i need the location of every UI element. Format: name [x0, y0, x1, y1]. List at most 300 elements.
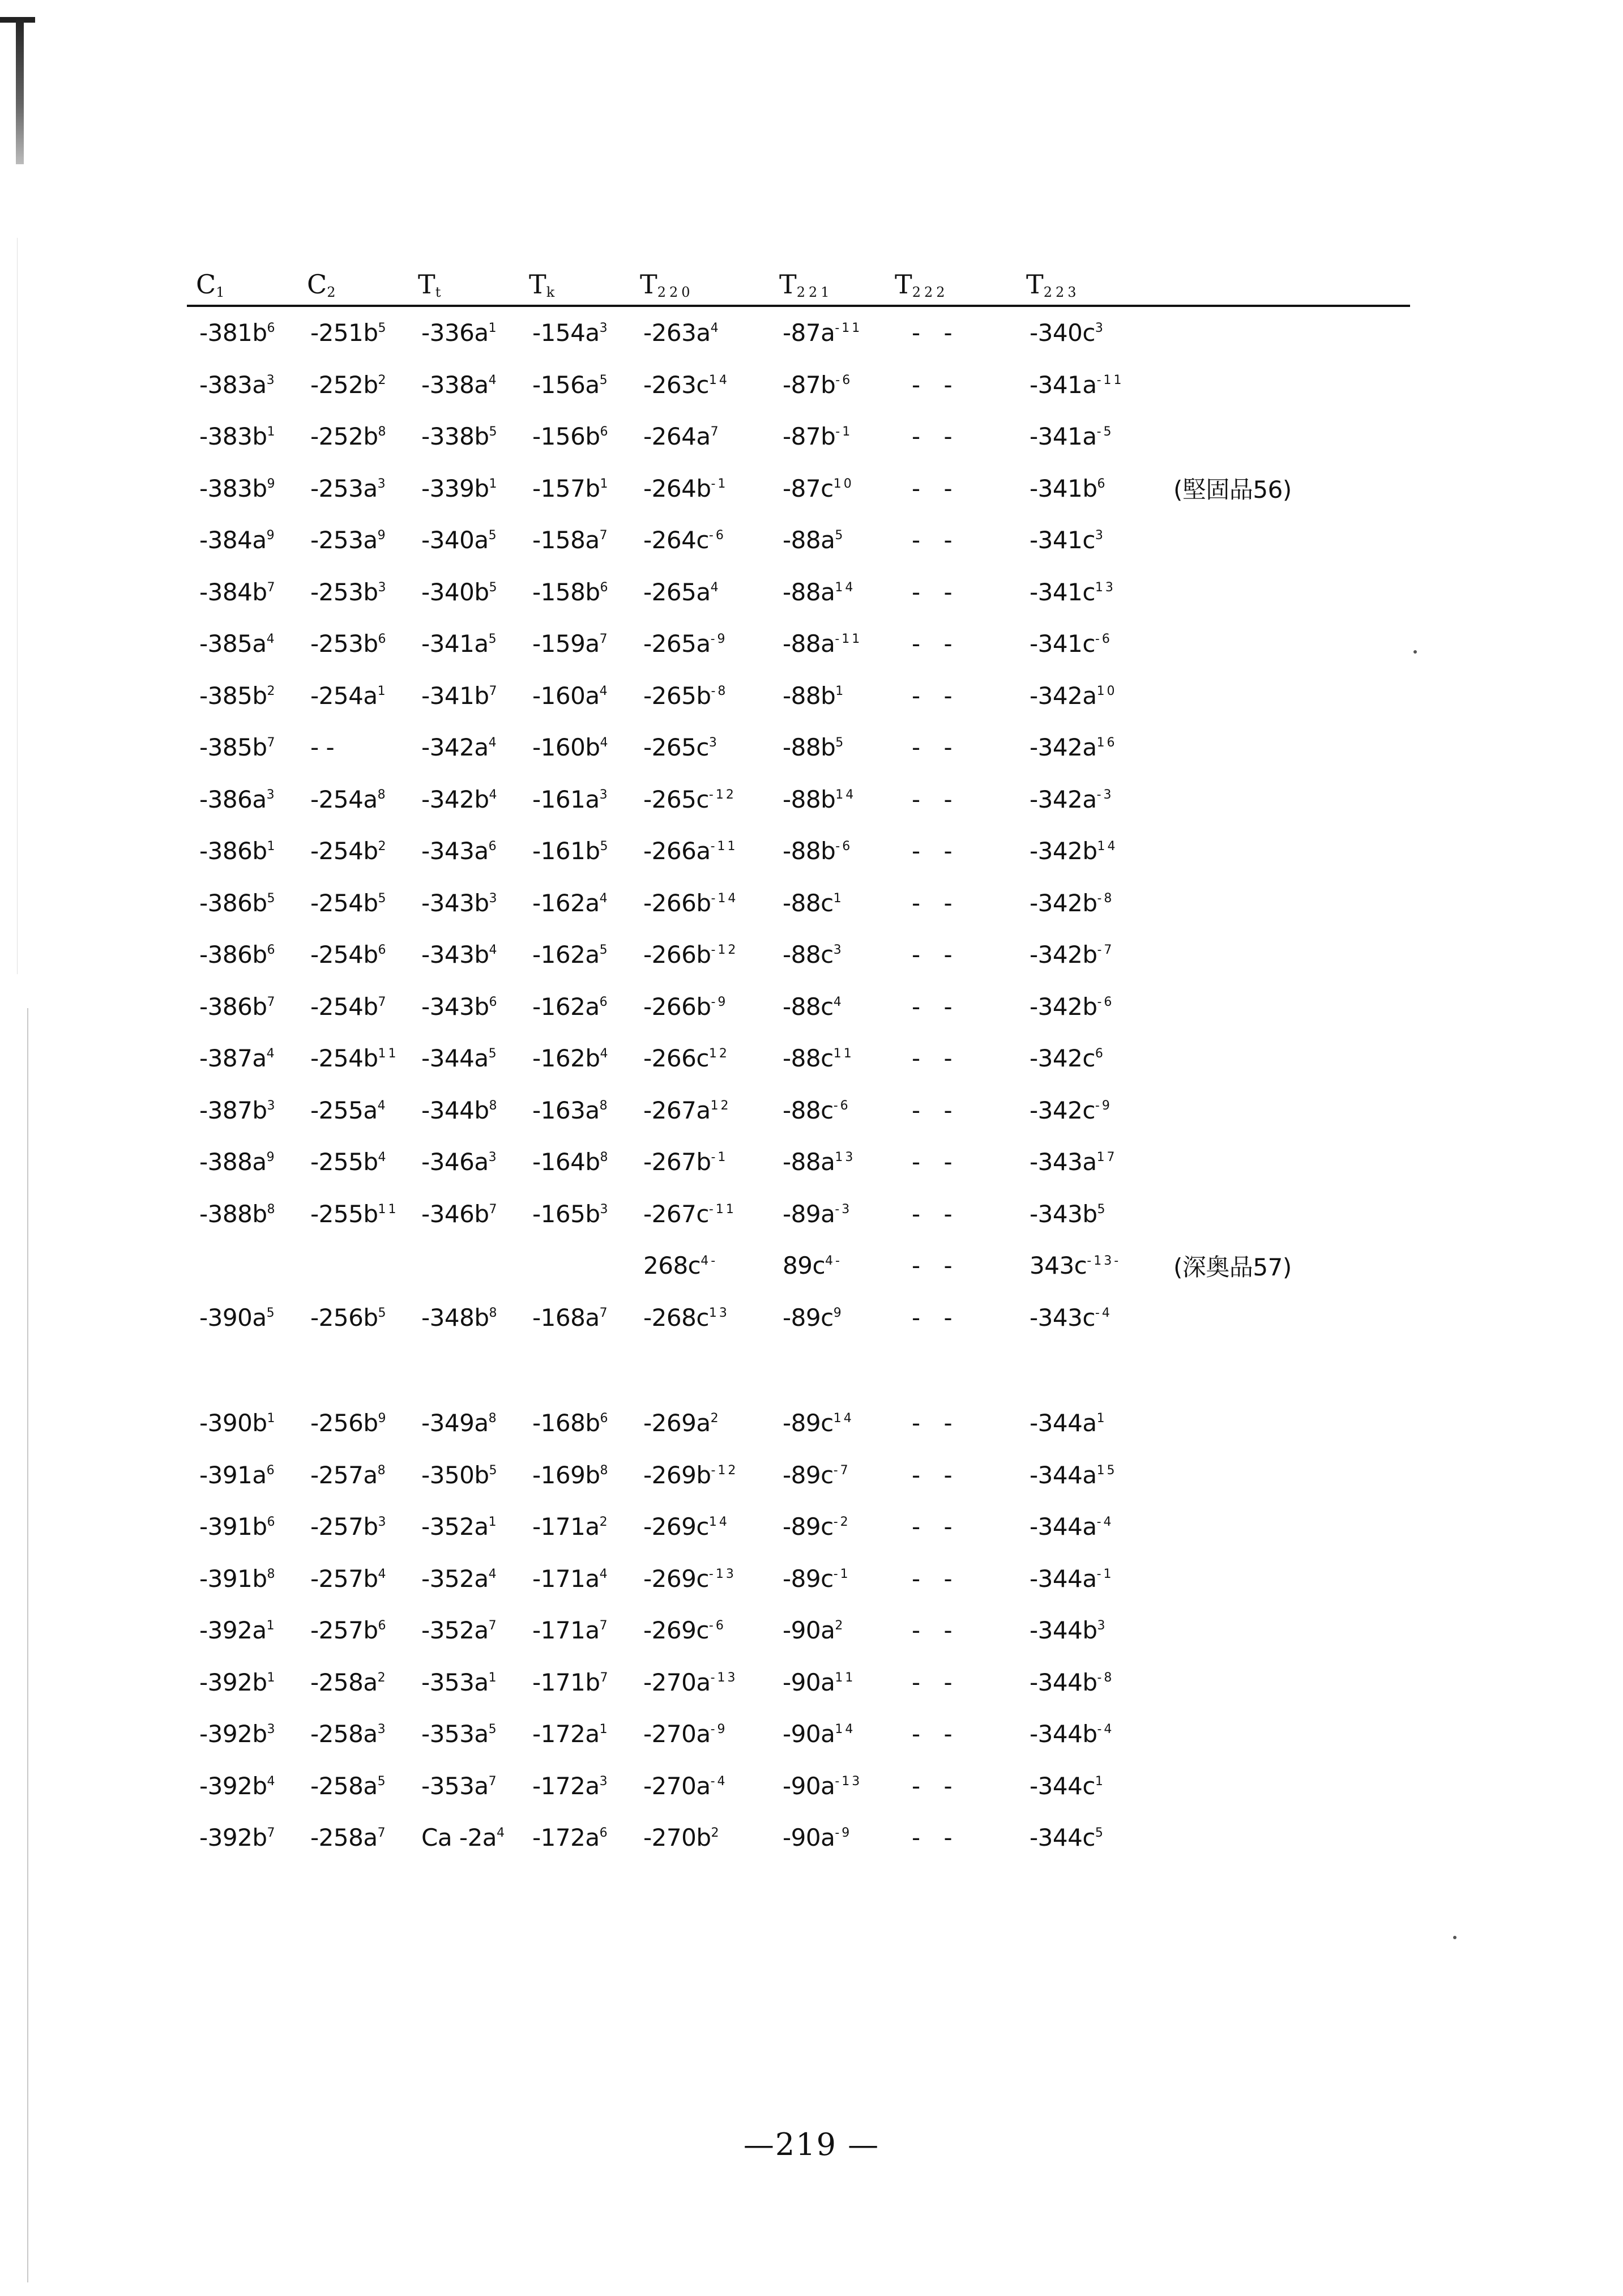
cell-value: -253b	[310, 630, 378, 658]
cell-superscript: -9	[710, 632, 728, 647]
table-row	[187, 1812, 1410, 1864]
cell-value: -346a	[421, 1148, 489, 1176]
table-cell	[631, 1812, 770, 1864]
table-cell	[520, 1032, 631, 1085]
cell-value: -342b	[1030, 889, 1097, 917]
table-cell	[895, 1343, 1017, 1397]
table-cell	[298, 566, 409, 618]
cell-superscript: 3	[377, 1722, 388, 1737]
table-cell	[895, 1240, 1017, 1292]
table-cell	[409, 670, 520, 722]
cell-value: -383b	[199, 423, 267, 451]
table-cell	[187, 514, 298, 566]
cell-value: - -	[912, 1461, 960, 1489]
cell-value: - -	[912, 1303, 960, 1331]
cell-superscript: 7	[267, 1826, 277, 1841]
table-cell	[895, 359, 1017, 411]
cell-superscript: 11	[378, 1202, 399, 1217]
table-note-cell	[1153, 1657, 1410, 1709]
table-cell	[187, 1553, 298, 1605]
cell-value: -341b	[421, 681, 489, 710]
cell-value: -352a	[421, 1564, 489, 1593]
cell-value: -381b	[199, 319, 267, 347]
table-note-cell	[1153, 981, 1410, 1033]
cell-superscript: 5	[1097, 1202, 1108, 1217]
cell-value: -171a	[532, 1564, 600, 1593]
table-cell	[520, 1292, 631, 1344]
cell-superscript: 6	[600, 1411, 610, 1426]
table-note-cell	[1153, 1708, 1410, 1760]
cell-value: -156a	[532, 370, 600, 399]
table-cell	[770, 1501, 895, 1553]
table-cell	[770, 1760, 895, 1812]
column-header: $T_{220}$	[631, 261, 770, 306]
cell-superscript: 9	[267, 476, 277, 491]
cell-value: -90a	[783, 1772, 835, 1800]
table-cell	[1017, 1604, 1153, 1657]
table-cell	[520, 670, 631, 722]
cell-superscript: 9	[266, 528, 277, 543]
cell-superscript: -13	[708, 1567, 736, 1581]
cell-value: - -	[912, 1772, 960, 1800]
table-cell	[631, 1449, 770, 1501]
table-row	[187, 1136, 1410, 1188]
cell-superscript: 8	[489, 1098, 499, 1113]
table-cell	[187, 1188, 298, 1240]
cell-value: -346b	[421, 1200, 489, 1228]
table-row	[187, 1397, 1410, 1449]
table-cell	[520, 1085, 631, 1137]
cell-superscript: 9	[378, 1411, 388, 1426]
cell-superscript: 14	[833, 1411, 854, 1426]
cell-value: -343b	[421, 941, 489, 969]
column-header: $T_k$	[520, 261, 631, 306]
table-cell	[409, 514, 520, 566]
table-cell	[1017, 1708, 1153, 1760]
cell-superscript: 3	[599, 1774, 610, 1789]
cell-superscript: -5	[1096, 425, 1114, 439]
cell-superscript: 4	[710, 321, 721, 336]
cell-superscript: -4	[1097, 1722, 1114, 1737]
cell-value: - -	[912, 1252, 960, 1280]
table-cell	[187, 359, 298, 411]
cell-value: -159a	[532, 630, 600, 658]
table-note-cell	[1153, 1397, 1410, 1449]
cell-superscript: 3	[1097, 1619, 1108, 1633]
table-cell	[409, 981, 520, 1033]
table-cell	[631, 359, 770, 411]
cell-value: -269c	[643, 1616, 709, 1645]
cell-superscript: 4	[710, 580, 721, 595]
cell-superscript: 4-	[701, 1254, 718, 1269]
table-cell	[631, 306, 770, 359]
table-cell	[187, 1760, 298, 1812]
table-cell	[298, 1708, 409, 1760]
table-note-cell	[1153, 1292, 1410, 1344]
table-cell	[770, 1449, 895, 1501]
table-cell	[1017, 722, 1153, 774]
cell-value: -267a	[643, 1096, 711, 1124]
cell-superscript: -8	[711, 684, 728, 698]
cell-superscript: 4	[600, 1047, 610, 1061]
cell-value: -89c	[783, 1513, 834, 1541]
table-cell	[1017, 1032, 1153, 1085]
table-cell	[520, 774, 631, 826]
table-cell	[298, 1657, 409, 1709]
table-cell	[409, 1292, 520, 1344]
cell-value: -89c	[783, 1564, 834, 1593]
cell-value: -264a	[643, 423, 711, 451]
cell-value: Ca -2a	[421, 1824, 497, 1852]
table-cell	[298, 1449, 409, 1501]
cell-value: -87b	[783, 423, 836, 451]
cell-superscript: 1	[835, 684, 846, 698]
table-row	[187, 306, 1410, 359]
table-cell	[298, 1240, 409, 1292]
table-cell	[770, 929, 895, 981]
cell-value: -343c	[1030, 1303, 1095, 1331]
cell-value: -256b	[310, 1303, 378, 1331]
table-cell	[520, 1553, 631, 1605]
cell-value: - -	[912, 1824, 960, 1852]
table-cell	[298, 1188, 409, 1240]
cell-value: -257b	[310, 1513, 378, 1541]
cell-superscript: 11	[833, 1047, 854, 1061]
table-cell	[770, 1553, 895, 1605]
table-cell	[187, 825, 298, 877]
cell-superscript: -7	[833, 1463, 851, 1478]
cell-value: - -	[912, 733, 960, 762]
cell-value: -87a	[783, 319, 835, 347]
table-cell	[631, 1292, 770, 1344]
table-cell	[895, 1449, 1017, 1501]
cell-superscript: 8	[377, 1463, 388, 1478]
cell-superscript: 7	[599, 632, 610, 647]
table-cell	[1017, 1812, 1153, 1864]
cell-superscript: 5	[267, 891, 277, 906]
cell-value: -256b	[310, 1409, 378, 1437]
cell-superscript: -3	[835, 1202, 852, 1217]
cell-value: -254b	[310, 941, 378, 969]
table-row	[187, 825, 1410, 877]
cell-superscript: 6	[378, 943, 388, 958]
cell-superscript: 9	[377, 528, 388, 543]
table-cell	[631, 1708, 770, 1760]
table-cell	[1017, 1553, 1153, 1605]
table-cell	[409, 1501, 520, 1553]
table-cell	[1017, 774, 1153, 826]
cell-superscript: 7	[488, 1774, 499, 1789]
table-cell	[409, 566, 520, 618]
cell-value: -162b	[532, 1044, 600, 1073]
cell-value: -344c	[1030, 1824, 1095, 1852]
table-cell	[770, 1812, 895, 1864]
cell-value: - -	[912, 1200, 960, 1228]
table-cell	[409, 1604, 520, 1657]
table-cell	[409, 722, 520, 774]
cell-value: -254b	[310, 837, 378, 865]
cell-superscript: 4	[488, 1567, 499, 1581]
table-cell	[631, 1657, 770, 1709]
table-cell	[631, 1085, 770, 1137]
cell-superscript: -1	[835, 425, 853, 439]
table-cell	[1017, 1397, 1153, 1449]
table-cell	[631, 514, 770, 566]
table-cell	[409, 877, 520, 929]
table-note-cell	[1153, 463, 1410, 515]
cell-superscript: -1	[711, 1150, 728, 1165]
cell-value: -172a	[532, 1772, 600, 1800]
table-cell	[409, 618, 520, 670]
table-cell	[520, 1760, 631, 1812]
cell-superscript: 6	[266, 1463, 277, 1478]
table-cell	[895, 981, 1017, 1033]
cell-superscript: -1	[711, 476, 728, 491]
table-cell	[631, 1188, 770, 1240]
cell-value: -88c	[783, 941, 834, 969]
cell-superscript: 11	[835, 1670, 856, 1685]
table-cell	[770, 877, 895, 929]
table-cell	[187, 411, 298, 463]
cell-value: -164b	[532, 1148, 600, 1176]
table-cell	[298, 1760, 409, 1812]
cell-superscript: 6	[599, 1826, 610, 1841]
table-cell	[409, 774, 520, 826]
table-cell	[1017, 514, 1153, 566]
cell-superscript: -7	[1097, 943, 1114, 958]
table-row	[187, 1449, 1410, 1501]
cell-value: - -	[912, 1409, 960, 1437]
cell-superscript: -6	[708, 528, 726, 543]
table-cell	[1017, 877, 1153, 929]
table-row	[187, 774, 1410, 826]
table-row	[187, 1708, 1410, 1760]
table-cell	[409, 359, 520, 411]
cell-value: -342a	[1030, 681, 1097, 710]
table-row	[187, 981, 1410, 1033]
table-cell	[409, 1812, 520, 1864]
table-cell	[187, 1657, 298, 1709]
table-cell	[631, 1760, 770, 1812]
cell-value: -270a	[643, 1720, 711, 1748]
cell-superscript: 1	[488, 321, 499, 336]
table-cell	[895, 722, 1017, 774]
table-cell	[895, 825, 1017, 877]
table-row	[187, 514, 1410, 566]
table-row	[187, 1188, 1410, 1240]
cell-superscript: -6	[1095, 632, 1112, 647]
cell-value: -162a	[532, 941, 600, 969]
cell-superscript: 6	[599, 995, 610, 1009]
table-note-cell	[1153, 1136, 1410, 1188]
table-row	[187, 1760, 1410, 1812]
cell-value: - -	[912, 526, 960, 554]
table-cell	[895, 1397, 1017, 1449]
cell-value: -385a	[199, 630, 267, 658]
cell-superscript: 7	[599, 1305, 610, 1320]
table-cell	[187, 981, 298, 1033]
table-row	[187, 359, 1410, 411]
cell-superscript: 1	[489, 476, 499, 491]
cell-value: - -	[912, 1564, 960, 1593]
table-cell	[298, 359, 409, 411]
cell-value: -165b	[532, 1200, 600, 1228]
table-note-cell	[1153, 1760, 1410, 1812]
cell-value: -253a	[310, 474, 378, 502]
cell-value: -342b	[421, 785, 489, 813]
cell-superscript: 7	[267, 736, 277, 750]
cell-value: -163a	[532, 1096, 600, 1124]
table-cell	[895, 1085, 1017, 1137]
cell-value: -88b	[783, 837, 836, 865]
cell-superscript: 8	[489, 1305, 499, 1320]
cell-superscript: 1	[267, 1670, 277, 1685]
cell-superscript: 4	[266, 632, 277, 647]
cell-value: -266b	[643, 889, 711, 917]
table-cell	[631, 670, 770, 722]
table-cell	[187, 1501, 298, 1553]
table-cell	[187, 774, 298, 826]
cell-superscript: 1	[1096, 1411, 1107, 1426]
cell-superscript: 15	[1096, 1463, 1117, 1478]
cell-value: - -	[912, 1616, 960, 1645]
cell-value: -385b	[199, 681, 267, 710]
table-note-cell	[1153, 1812, 1410, 1864]
cell-value: -342a	[1030, 733, 1097, 762]
cell-superscript: 8	[599, 1098, 610, 1113]
cell-value: -391b	[199, 1564, 267, 1593]
paper-speck	[1453, 1936, 1457, 1939]
table-cell	[298, 722, 409, 774]
table-cell	[631, 929, 770, 981]
table-cell	[409, 1449, 520, 1501]
table-cell	[298, 929, 409, 981]
table-cell	[770, 411, 895, 463]
cell-value: -88b	[783, 785, 836, 813]
cell-value: -344a	[1030, 1409, 1097, 1437]
cell-value: -344a	[421, 1044, 489, 1073]
cell-value: -89c	[783, 1303, 834, 1331]
table-cell	[298, 514, 409, 566]
cell-superscript: 9	[266, 1150, 277, 1165]
cell-value: -269c	[643, 1564, 709, 1593]
cell-superscript: 5	[488, 528, 499, 543]
cell-superscript: -11	[1096, 373, 1124, 387]
column-header: $T_{221}$	[770, 261, 895, 306]
cell-superscript: 4	[377, 1098, 388, 1113]
table-cell	[520, 1657, 631, 1709]
cell-value: -268c	[643, 1303, 709, 1331]
cell-value: -344b	[421, 1096, 489, 1124]
cell-superscript: 12	[710, 1098, 731, 1113]
column-header-note	[1153, 261, 1410, 306]
cell-value: (深奥品57)	[1173, 1253, 1292, 1281]
table-row	[187, 877, 1410, 929]
cell-value: -90a	[783, 1616, 835, 1645]
data-table-container	[187, 261, 1410, 1864]
cell-value: -341a	[1030, 423, 1097, 451]
cell-value: -342c	[1030, 1096, 1095, 1124]
cell-value: -269a	[643, 1409, 711, 1437]
cell-value: -349a	[421, 1409, 489, 1437]
cell-value: -89a	[783, 1200, 835, 1228]
cell-value: -343b	[421, 889, 489, 917]
cell-superscript: 7	[489, 684, 499, 698]
cell-value: -254a	[310, 785, 378, 813]
table-cell	[187, 618, 298, 670]
table-note-cell	[1153, 877, 1410, 929]
table-row	[187, 463, 1410, 515]
cell-value: -392a	[199, 1616, 267, 1645]
table-note-cell	[1153, 929, 1410, 981]
table-cell	[895, 618, 1017, 670]
cell-value: -343a	[421, 837, 489, 865]
cell-superscript: -6	[708, 1619, 726, 1633]
cell-value: -386b	[199, 837, 267, 865]
table-cell	[298, 981, 409, 1033]
cell-superscript: 7	[267, 995, 277, 1009]
cell-superscript: -13	[835, 1774, 862, 1789]
cell-value: -343a	[1030, 1148, 1097, 1176]
cell-superscript: 7	[600, 1670, 610, 1685]
cell-value: 343c	[1030, 1252, 1087, 1280]
table-cell	[770, 514, 895, 566]
cell-value: -265a	[643, 630, 711, 658]
cell-superscript: 1	[600, 476, 610, 491]
cell-superscript: 4	[488, 736, 499, 750]
cell-superscript: 8	[378, 425, 388, 439]
table-note-cell	[1153, 774, 1410, 826]
cell-value: - -	[912, 1148, 960, 1176]
table-cell	[770, 566, 895, 618]
table-cell	[520, 1449, 631, 1501]
table-cell	[1017, 1240, 1153, 1292]
table-cell	[520, 463, 631, 515]
cell-superscript: 8	[267, 1567, 277, 1581]
table-cell	[187, 1136, 298, 1188]
cell-superscript: 2	[378, 373, 388, 387]
cell-value: -88c	[783, 992, 834, 1021]
cell-superscript: -2	[833, 1515, 851, 1530]
cell-superscript: 1	[266, 1619, 277, 1633]
table-cell	[298, 618, 409, 670]
cell-superscript: -13	[710, 1670, 738, 1685]
cell-superscript: 11	[378, 1047, 399, 1061]
cell-value: -386b	[199, 992, 267, 1021]
cell-value: 89c	[783, 1252, 826, 1280]
cell-superscript: 5	[378, 891, 388, 906]
table-cell	[895, 306, 1017, 359]
table-cell	[298, 1343, 409, 1397]
table-cell	[520, 981, 631, 1033]
table-cell	[631, 981, 770, 1033]
table-cell	[770, 618, 895, 670]
cell-superscript: 6	[267, 943, 277, 958]
table-cell	[1017, 825, 1153, 877]
cell-value: -255a	[310, 1096, 378, 1124]
table-cell	[298, 1397, 409, 1449]
cell-value: -388b	[199, 1200, 267, 1228]
table-cell	[631, 774, 770, 826]
cell-superscript: 5	[266, 1305, 277, 1320]
table-cell	[298, 1812, 409, 1864]
table-note-cell	[1153, 359, 1410, 411]
cell-value: -342b	[1030, 837, 1097, 865]
cell-superscript: 6	[378, 632, 388, 647]
cell-superscript: 3	[267, 1098, 277, 1113]
cell-value: -390a	[199, 1303, 267, 1331]
cell-value: -255b	[310, 1148, 378, 1176]
